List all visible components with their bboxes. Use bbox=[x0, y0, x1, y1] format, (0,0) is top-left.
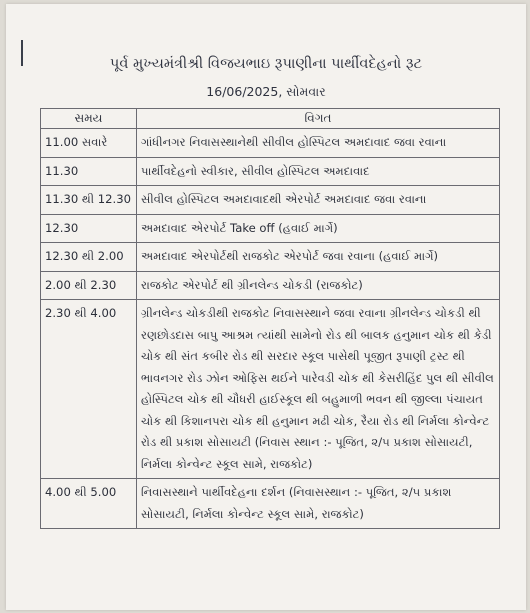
document-date: 16/06/2025, સોમવાર bbox=[206, 84, 326, 99]
row-time: 11.00 સવારે bbox=[41, 129, 137, 158]
table-row bbox=[41, 243, 500, 272]
table-row bbox=[41, 129, 500, 158]
row-detail: અમદાવાદ એરપોર્ટથી રાજકોટ એરપોર્ટ જવા રવાના (હવાઈ માર્ગે) bbox=[137, 243, 500, 272]
table-row bbox=[41, 157, 500, 186]
row-detail: ગાંધીનગર નિવાસસ્થાનેથી સીવીલ હોસ્પિટલ અમદાવાદ જવા રવાના bbox=[137, 129, 500, 158]
table-row bbox=[41, 214, 500, 243]
row-detail: સીવીલ હોસ્પિટલ અમદાવાદથી એરપોર્ટ અમદાવાદ જવા રવાના bbox=[137, 186, 500, 215]
document-page bbox=[6, 4, 526, 610]
table-row bbox=[41, 186, 500, 215]
schedule-table bbox=[40, 108, 500, 529]
document-title: પૂર્વ મુખ્યમંત્રીશ્રી વિજયભાઇ રૂપાણીના પાર્થીવદેહનો રૂટ bbox=[109, 56, 423, 72]
row-time: 2.30 થી 4.00 bbox=[41, 300, 137, 479]
row-time: 12.30 થી 2.00 bbox=[41, 243, 137, 272]
row-detail: ગ્રીનલેન્ડ ચોકડીથી રાજકોટ નિવાસસ્થાને જવા રવાના ગ્રીનલેન્ડ ચોકડી થી રણછોડદાસ બાપુ આશ્રમ ત્યાંથી સામેનો રોડ થી બાલક હનુમાન ચોક થી કેડી ચોક થી સંત કબીર રોડ થી સરદાર સ્કૂલ પાસેથી પૂજીત રૂપાણી ટ્રસ્ટ થી ભાવનગર રોડ ઝોન ઓફિસ થઈને પારેવડી ચોક થી કેસરીહિંદ પુલ થી સીવીલ હોસ્પિટલ ચોક થી ચૌધરી હાઈસ્કૂલ થી બહુમાળી ભવન થી જીલ્લા પંચાયત ચોક થી કિશાનપરા ચોક થી હનુમાન મઢી ચોક, રૈયા રોડ થી નિર્મલા કોન્વેન્ટ રોડ થી પ્રકાશ સોસાયટી (નિવાસ સ્થાન :- પૂજિત, ૨/૫ પ્રકાશ સોસાયટી, નિર્મલા કોન્વેન્ટ સ્કૂલ સામે, રાજકોટ) bbox=[137, 300, 500, 479]
table-row bbox=[41, 479, 500, 529]
row-time: 12.30 bbox=[41, 214, 137, 243]
table-row bbox=[41, 300, 500, 479]
row-detail: પાર્થીવદેહનો સ્વીકાર, સીવીલ હોસ્પિટલ અમદાવાદ bbox=[137, 157, 500, 186]
row-detail: અમદાવાદ એરપોર્ટ Take off (હવાઈ માર્ગે) bbox=[137, 214, 500, 243]
row-time: 11.30 bbox=[41, 157, 137, 186]
header-detail: વિગત bbox=[137, 109, 500, 129]
row-time: 2.00 થી 2.30 bbox=[41, 271, 137, 300]
header-time: સમય bbox=[41, 109, 137, 129]
table-row bbox=[41, 271, 500, 300]
row-time: 11.30 થી 12.30 bbox=[41, 186, 137, 215]
row-time: 4.00 થી 5.00 bbox=[41, 479, 137, 529]
table-header-row bbox=[41, 109, 500, 129]
row-detail: નિવાસસ્થાને પાર્થીવદેહના દર્શન (નિવાસસ્થાન :- પૂજિત, ૨/૫ પ્રકાશ સોસાયટી, નિર્મલા કોન્વેન્ટ સ્કૂલ સામે, રાજકોટ) bbox=[137, 479, 500, 529]
row-detail: રાજકોટ એરપોર્ટ થી ગ્રીનલેન્ડ ચોકડી (રાજકોટ) bbox=[137, 271, 500, 300]
